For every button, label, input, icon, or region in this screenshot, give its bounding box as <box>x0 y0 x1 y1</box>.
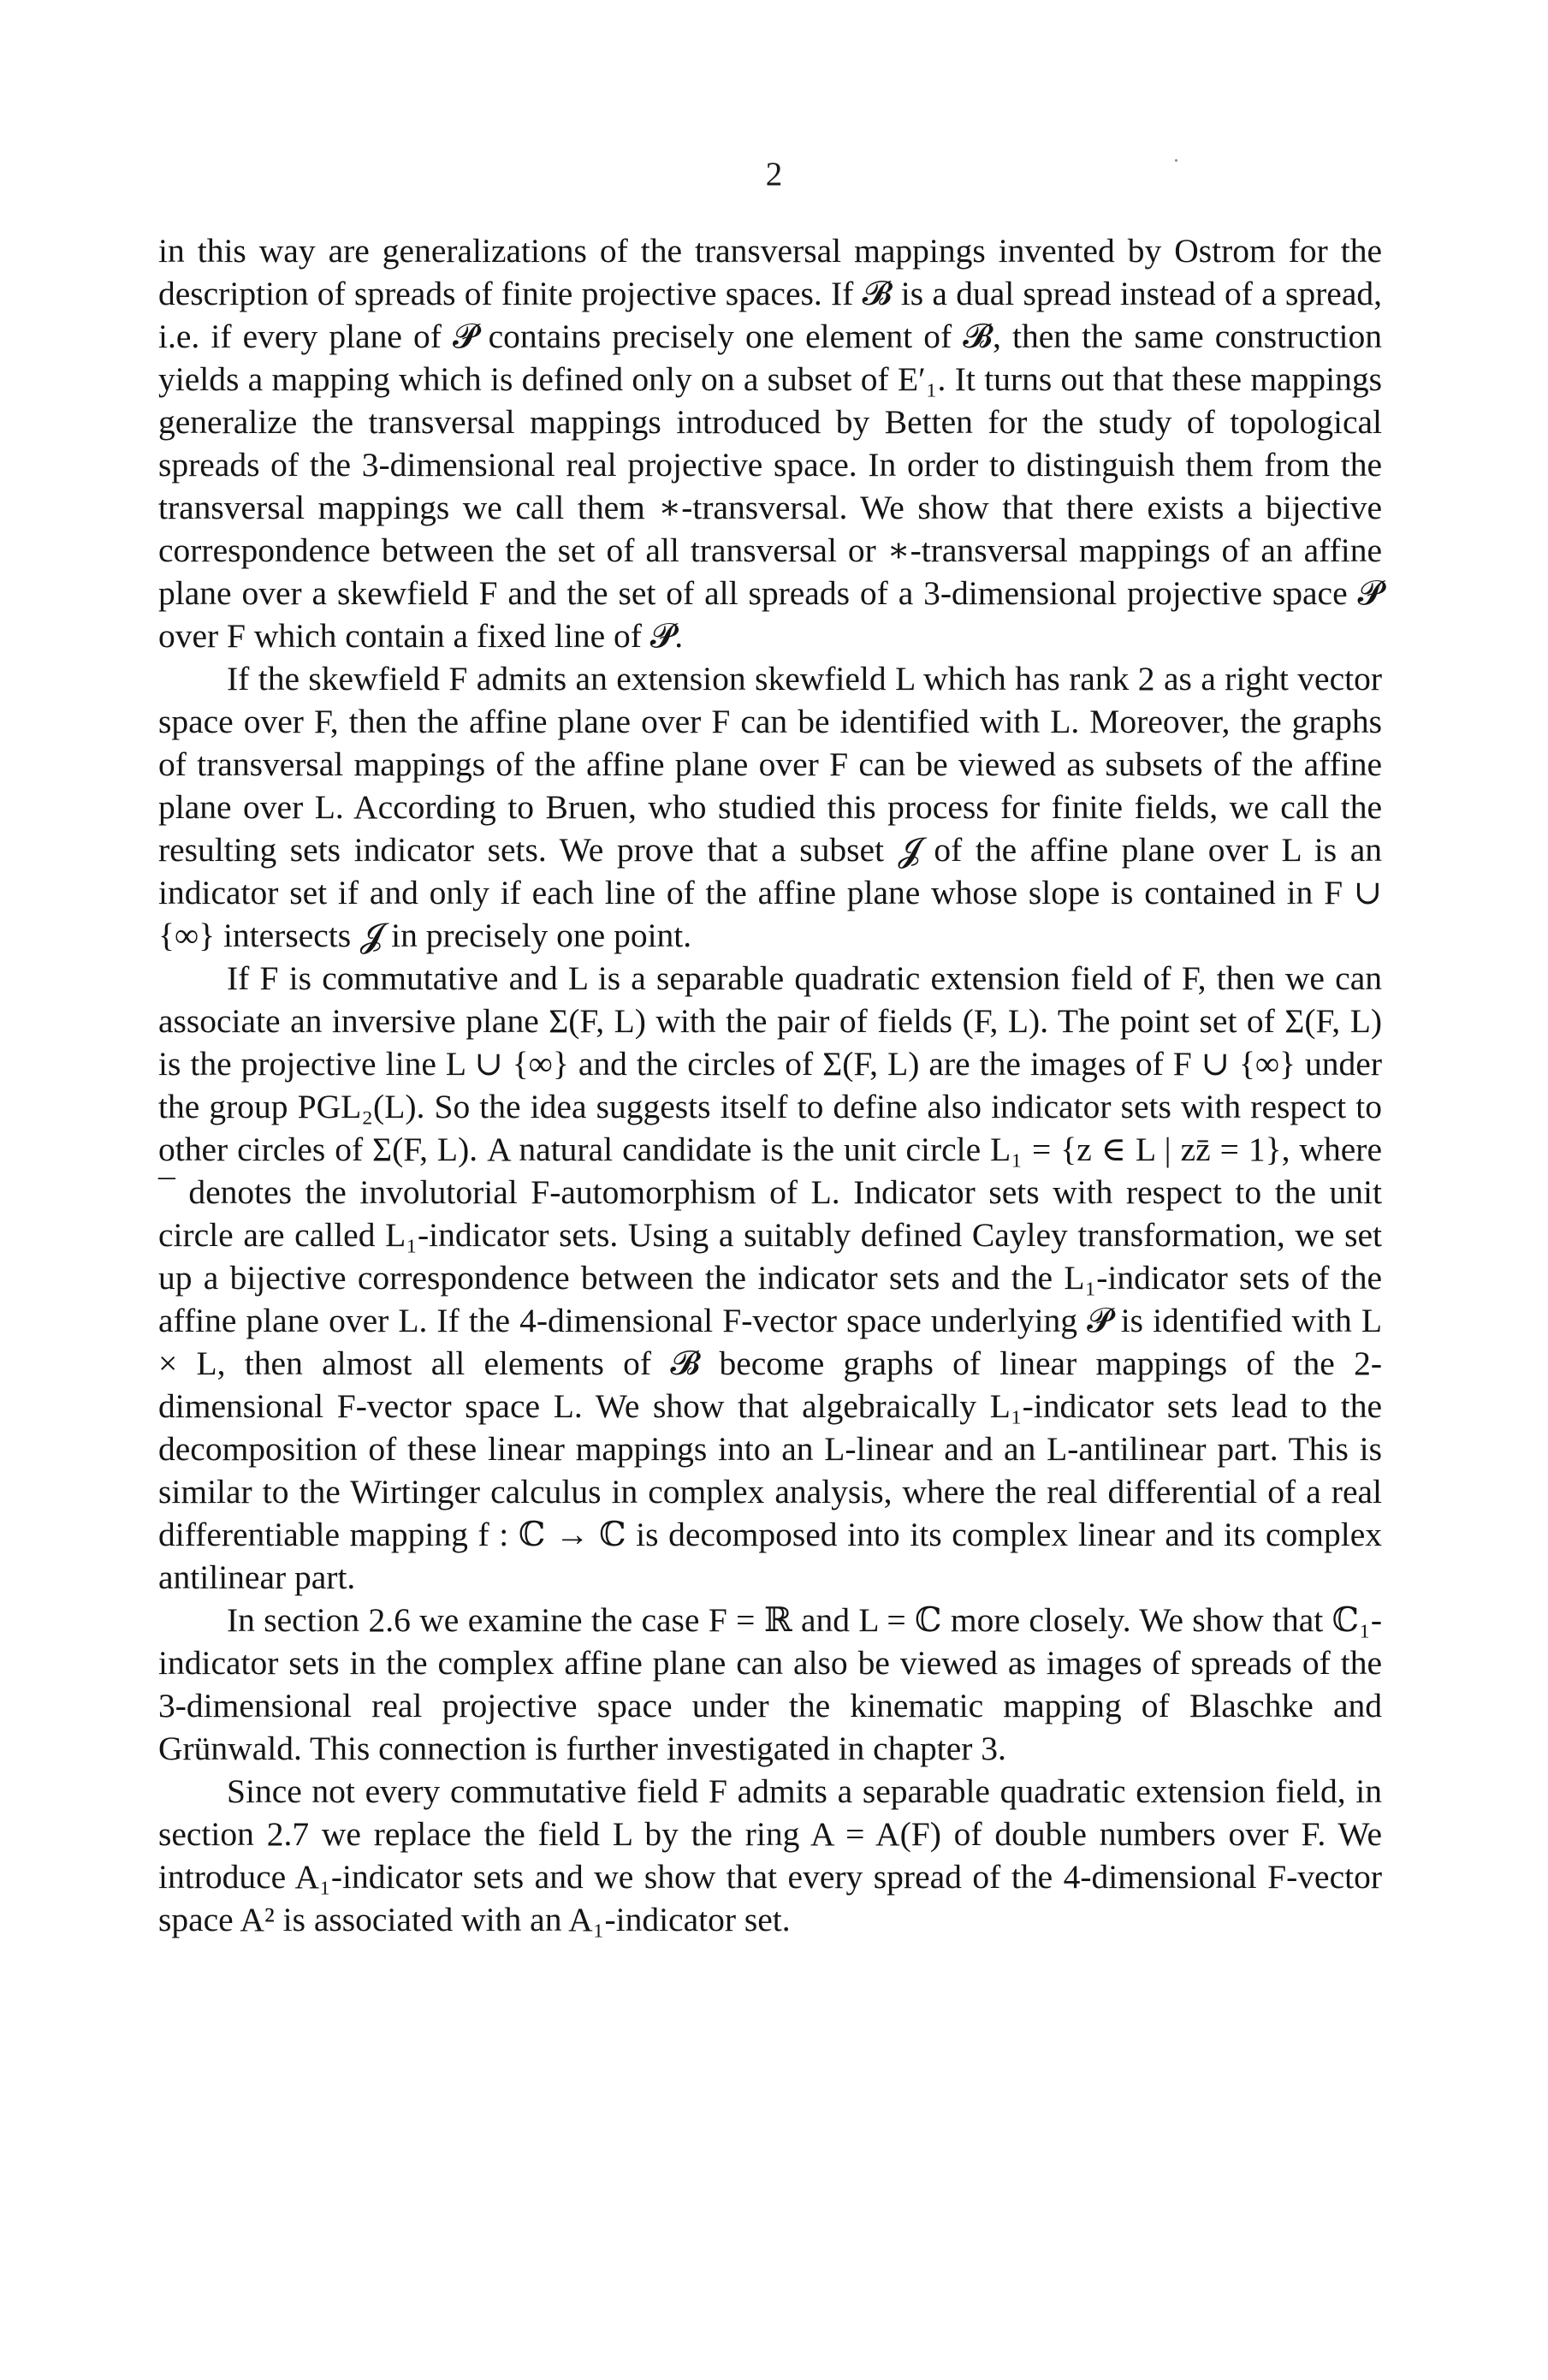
paragraph-5: Since not every commutative field F admits a separable quadratic extension field, in section 2.7 we replace the field L by the ring A = A(F) of double numbers over F. We introduce A₁-indicator sets and we show that every spread of the 4-dimensional F-vector space A² is associated with an A₁-indicator set. <box>158 1772 1382 1938</box>
paragraph-3: If F is commutative and L is a separable quadratic extension field of F, then we can associate an inversive plane Σ(F, L) with the pair of fields (F, L). The point set of Σ(F, L) is the projective line L ∪ {∞} and the circles of Σ(F, L) are the images of F ∪ {∞} under the group PGL₂(L). So the idea suggests itself to define also indicator sets with respect to other circles of Σ(F, L). A natural candidate is the unit circle L₁ = {z ∈ L | zz̄ = 1}, where ¯ denotes the involutorial F-automorphism of L. Indicator sets with respect to the unit circle are called L₁-indicator sets. Using a suitably defined Cayley transformation, we set up a bijective correspondence between the indicator sets and the L₁-indicator sets of the affine plane over L. If the 4-dimensional F-vector space underlying 𝓟 is identified with L × L, then almost all elements of 𝓑 become graphs of linear mappings of the 2-dimensional F-vector space L. We show that algebraically L₁-indicator sets lead to the decomposition of these linear mappings into an L-linear and an L-antilinear part. This is similar to the Wirtinger calculus in complex analysis, where the real differential of a real differentiable mapping f : ℂ → ℂ is decomposed into its complex linear and its complex antilinear part. <box>158 959 1382 1596</box>
scan-speck <box>1175 159 1177 162</box>
paragraph-1: in this way are generalizations of the transversal mappings invented by Ostrom for the description of spreads of finite projective spaces. If 𝓑 is a dual spread instead of a spread, i.e. if every plane of 𝓟 contains precisely one element of 𝓑, then the same construction yields a mapping which is defined only on a subset of E′₁. It turns out that these mappings generalize the transversal mappings introduced by Betten for the study of topological spreads of the 3-dimensional real projective space. In order to distinguish them from the transversal mappings we call them ∗-transversal. We show that there exists a bijective correspondence between the set of all transversal or ∗-transversal mappings of an affine plane over a skewfield F and the set of all spreads of a 3-dimensional projective space 𝓟 over F which contain a fixed line of 𝓟. <box>158 232 1382 655</box>
paragraph-4: In section 2.6 we examine the case F = ℝ and L = ℂ more closely. We show that ℂ₁-indicator sets in the complex affine plane can also be viewed as images of spreads of the 3-dimensional real projective space under the kinematic mapping of Blaschke and Grünwald. This connection is further investigated in chapter 3. <box>158 1601 1382 1767</box>
paragraph-2: If the skewfield F admits an extension skewfield L which has rank 2 as a right vector space over F, then the affine plane over F can be identified with L. Moreover, the graphs of transversal mappings of the affine plane over F can be viewed as subsets of the affine plane over L. According to Bruen, who studied this process for finite fields, we call the resulting sets indicator sets. We prove that a subset 𝓙 of the affine plane over L is an indicator set if and only if each line of the affine plane whose slope is contained in F ∪ {∞} intersects 𝓙 in precisely one point. <box>158 660 1382 954</box>
body-text <box>158 229 1382 1941</box>
page-number: 2 <box>765 156 783 193</box>
